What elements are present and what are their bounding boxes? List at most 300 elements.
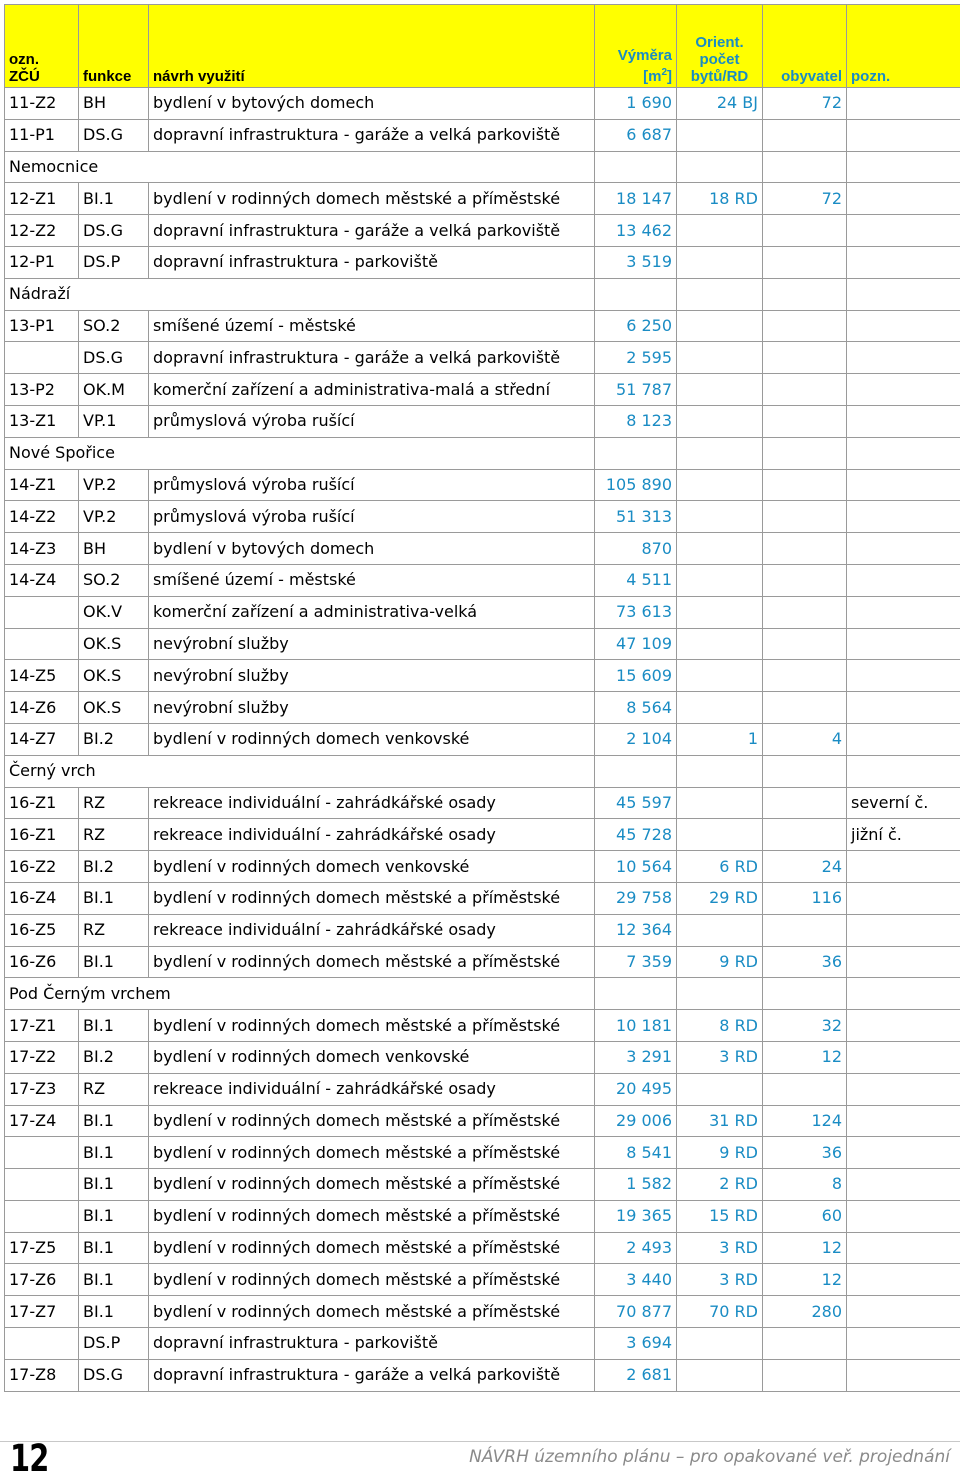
cell-pocet xyxy=(677,215,763,247)
cell-pocet xyxy=(677,564,763,596)
cell-vymera: 1 582 xyxy=(595,1169,677,1201)
cell-vymera: 2 681 xyxy=(595,1359,677,1391)
cell-pocet: 2 RD xyxy=(677,1169,763,1201)
cell-funkce: BI.1 xyxy=(79,882,149,914)
cell-pocet: 24 BJ xyxy=(677,88,763,120)
table-row xyxy=(5,1137,960,1169)
table-row xyxy=(5,914,960,946)
table-row xyxy=(5,1073,960,1105)
cell-funkce: BI.1 xyxy=(79,1010,149,1042)
cell-vymera: 29 006 xyxy=(595,1105,677,1137)
page-number: 12 xyxy=(10,1437,49,1480)
table-row xyxy=(5,564,960,596)
empty-cell xyxy=(847,755,960,787)
cell-funkce: BI.2 xyxy=(79,723,149,755)
cell-pozn xyxy=(847,533,960,565)
cell-pocet xyxy=(677,405,763,437)
cell-funkce: OK.V xyxy=(79,596,149,628)
empty-cell xyxy=(763,437,847,469)
table-row xyxy=(5,851,960,883)
cell-obyvatel: 12 xyxy=(763,1232,847,1264)
cell-ozn: 16-Z2 xyxy=(5,851,79,883)
cell-pocet xyxy=(677,628,763,660)
cell-navrh: bydlení v rodinných domech městské a příměstské xyxy=(149,1296,595,1328)
cell-pozn xyxy=(847,342,960,374)
cell-obyvatel xyxy=(763,405,847,437)
cell-vymera: 3 291 xyxy=(595,1041,677,1073)
cell-funkce: OK.S xyxy=(79,660,149,692)
cell-pozn xyxy=(847,628,960,660)
cell-funkce: VP.2 xyxy=(79,469,149,501)
cell-vymera: 73 613 xyxy=(595,596,677,628)
cell-funkce: RZ xyxy=(79,787,149,819)
cell-vymera: 12 364 xyxy=(595,914,677,946)
empty-cell xyxy=(677,151,763,183)
cell-pocet: 18 RD xyxy=(677,183,763,215)
cell-navrh: dopravní infrastruktura - parkoviště xyxy=(149,1328,595,1360)
cell-ozn: 12-P1 xyxy=(5,246,79,278)
empty-cell xyxy=(677,978,763,1010)
cell-navrh: dopravní infrastruktura - garáže a velká parkoviště xyxy=(149,1359,595,1391)
cell-vymera: 51 787 xyxy=(595,374,677,406)
cell-ozn: 17-Z3 xyxy=(5,1073,79,1105)
cell-navrh: bydlení v rodinných domech městské a příměstské xyxy=(149,882,595,914)
section-title: Nové Spořice xyxy=(5,437,595,469)
cell-navrh: bydlení v rodinných domech městské a příměstské xyxy=(149,1200,595,1232)
table-row xyxy=(5,533,960,565)
cell-pozn xyxy=(847,215,960,247)
cell-pozn: jižní č. xyxy=(847,819,960,851)
empty-cell xyxy=(847,437,960,469)
cell-pozn xyxy=(847,405,960,437)
cell-funkce: DS.G xyxy=(79,215,149,247)
cell-navrh: bydlení v rodinných domech městské a příměstské xyxy=(149,1010,595,1042)
cell-navrh: bydlení v rodinných domech městské a příměstské xyxy=(149,1264,595,1296)
cell-navrh: dopravní infrastruktura - garáže a velká parkoviště xyxy=(149,215,595,247)
cell-navrh: rekreace individuální - zahrádkářské osady xyxy=(149,914,595,946)
cell-pozn xyxy=(847,1264,960,1296)
cell-obyvatel: 12 xyxy=(763,1041,847,1073)
empty-cell xyxy=(763,978,847,1010)
empty-cell xyxy=(847,978,960,1010)
cell-navrh: bydlení v rodinných domech městské a příměstské xyxy=(149,946,595,978)
cell-ozn: 17-Z7 xyxy=(5,1296,79,1328)
cell-funkce: RZ xyxy=(79,914,149,946)
cell-funkce: BI.1 xyxy=(79,1137,149,1169)
cell-pocet xyxy=(677,1328,763,1360)
cell-vymera: 45 597 xyxy=(595,787,677,819)
table-row xyxy=(5,660,960,692)
cell-pozn: severní č. xyxy=(847,787,960,819)
land-use-table xyxy=(4,4,960,1392)
cell-pozn xyxy=(847,374,960,406)
table-row xyxy=(5,342,960,374)
cell-ozn: 12-Z1 xyxy=(5,183,79,215)
cell-navrh: smíšené území - městské xyxy=(149,564,595,596)
cell-ozn: 16-Z5 xyxy=(5,914,79,946)
cell-navrh: průmyslová výroba rušící xyxy=(149,405,595,437)
empty-cell xyxy=(595,278,677,310)
cell-funkce: BI.2 xyxy=(79,1041,149,1073)
cell-navrh: bydlení v rodinných domech městské a příměstské xyxy=(149,1105,595,1137)
cell-pocet: 9 RD xyxy=(677,946,763,978)
cell-pocet: 70 RD xyxy=(677,1296,763,1328)
cell-pocet xyxy=(677,692,763,724)
cell-obyvatel: 280 xyxy=(763,1296,847,1328)
cell-pozn xyxy=(847,246,960,278)
header-pozn: pozn. xyxy=(847,5,960,88)
cell-obyvatel xyxy=(763,374,847,406)
cell-pocet: 8 RD xyxy=(677,1010,763,1042)
cell-pocet: 3 RD xyxy=(677,1264,763,1296)
cell-vymera: 2 595 xyxy=(595,342,677,374)
cell-pocet: 3 RD xyxy=(677,1041,763,1073)
cell-pozn xyxy=(847,692,960,724)
cell-pozn xyxy=(847,851,960,883)
cell-pozn xyxy=(847,119,960,151)
cell-obyvatel: 4 xyxy=(763,723,847,755)
empty-cell xyxy=(847,151,960,183)
cell-vymera: 10 181 xyxy=(595,1010,677,1042)
cell-obyvatel xyxy=(763,914,847,946)
cell-pocet xyxy=(677,310,763,342)
cell-pozn xyxy=(847,1200,960,1232)
table-row xyxy=(5,628,960,660)
cell-ozn xyxy=(5,342,79,374)
cell-obyvatel xyxy=(763,469,847,501)
table-row xyxy=(5,1169,960,1201)
cell-vymera: 7 359 xyxy=(595,946,677,978)
cell-obyvatel xyxy=(763,692,847,724)
cell-funkce: DS.P xyxy=(79,246,149,278)
cell-vymera: 10 564 xyxy=(595,851,677,883)
table-row xyxy=(5,119,960,151)
cell-vymera: 870 xyxy=(595,533,677,565)
cell-ozn: 17-Z6 xyxy=(5,1264,79,1296)
section-title: Pod Černým vrchem xyxy=(5,978,595,1010)
cell-vymera: 29 758 xyxy=(595,882,677,914)
cell-vymera: 8 541 xyxy=(595,1137,677,1169)
cell-ozn xyxy=(5,1137,79,1169)
section-row xyxy=(5,755,960,787)
cell-ozn: 16-Z1 xyxy=(5,819,79,851)
cell-ozn xyxy=(5,596,79,628)
cell-funkce: SO.2 xyxy=(79,310,149,342)
cell-pozn xyxy=(847,310,960,342)
cell-ozn: 17-Z2 xyxy=(5,1041,79,1073)
cell-funkce: BI.1 xyxy=(79,1232,149,1264)
cell-vymera: 47 109 xyxy=(595,628,677,660)
cell-vymera: 1 690 xyxy=(595,88,677,120)
empty-cell xyxy=(763,755,847,787)
cell-navrh: nevýrobní služby xyxy=(149,628,595,660)
cell-funkce: OK.S xyxy=(79,628,149,660)
cell-ozn xyxy=(5,628,79,660)
table-row xyxy=(5,405,960,437)
cell-vymera: 6 250 xyxy=(595,310,677,342)
table-row xyxy=(5,246,960,278)
cell-pocet xyxy=(677,374,763,406)
footer-divider xyxy=(0,1441,960,1442)
table-row xyxy=(5,596,960,628)
table-row xyxy=(5,469,960,501)
cell-navrh: nevýrobní služby xyxy=(149,660,595,692)
cell-obyvatel xyxy=(763,342,847,374)
cell-navrh: průmyslová výroba rušící xyxy=(149,469,595,501)
cell-obyvatel: 36 xyxy=(763,946,847,978)
empty-cell xyxy=(677,278,763,310)
section-title: Nemocnice xyxy=(5,151,595,183)
cell-obyvatel xyxy=(763,787,847,819)
cell-pozn xyxy=(847,469,960,501)
cell-navrh: bydlení v rodinných domech městské a příměstské xyxy=(149,1232,595,1264)
cell-ozn: 16-Z1 xyxy=(5,787,79,819)
cell-ozn: 17-Z8 xyxy=(5,1359,79,1391)
header-orient-pocet: Orient. počet bytů/RD xyxy=(677,5,763,88)
header-obyvatel: obyvatel xyxy=(763,5,847,88)
cell-vymera: 20 495 xyxy=(595,1073,677,1105)
cell-pozn xyxy=(847,1296,960,1328)
cell-vymera: 13 462 xyxy=(595,215,677,247)
table-header-row xyxy=(5,5,960,88)
cell-ozn: 12-Z2 xyxy=(5,215,79,247)
cell-ozn: 14-Z3 xyxy=(5,533,79,565)
cell-ozn: 13-P1 xyxy=(5,310,79,342)
cell-pocet: 1 xyxy=(677,723,763,755)
section-row xyxy=(5,278,960,310)
table-row xyxy=(5,215,960,247)
cell-pocet: 3 RD xyxy=(677,1232,763,1264)
table-body xyxy=(5,88,960,1392)
table-row xyxy=(5,1264,960,1296)
cell-ozn xyxy=(5,1328,79,1360)
cell-vymera: 2 493 xyxy=(595,1232,677,1264)
cell-obyvatel xyxy=(763,533,847,565)
cell-pozn xyxy=(847,946,960,978)
cell-pozn xyxy=(847,914,960,946)
cell-obyvatel xyxy=(763,501,847,533)
cell-obyvatel: 116 xyxy=(763,882,847,914)
table-row xyxy=(5,692,960,724)
table-row xyxy=(5,1296,960,1328)
empty-cell xyxy=(847,278,960,310)
cell-navrh: nevýrobní služby xyxy=(149,692,595,724)
footer-title: NÁVRH územního plánu – pro opakované veř. projednání xyxy=(469,1447,950,1467)
cell-funkce: SO.2 xyxy=(79,564,149,596)
table-row xyxy=(5,882,960,914)
table-row xyxy=(5,787,960,819)
cell-obyvatel: 12 xyxy=(763,1264,847,1296)
cell-navrh: smíšené území - městské xyxy=(149,310,595,342)
cell-navrh: dopravní infrastruktura - parkoviště xyxy=(149,246,595,278)
cell-funkce: BH xyxy=(79,88,149,120)
cell-vymera: 3 519 xyxy=(595,246,677,278)
table-row xyxy=(5,723,960,755)
cell-funkce: VP.2 xyxy=(79,501,149,533)
empty-cell xyxy=(677,437,763,469)
table-row xyxy=(5,1010,960,1042)
cell-pocet: 15 RD xyxy=(677,1200,763,1232)
header-ozn-zcu: ozn. ZČÚ xyxy=(5,5,79,88)
cell-obyvatel xyxy=(763,215,847,247)
cell-ozn: 11-P1 xyxy=(5,119,79,151)
cell-pocet xyxy=(677,660,763,692)
empty-cell xyxy=(595,755,677,787)
cell-navrh: komerční zařízení a administrativa-malá a střední xyxy=(149,374,595,406)
cell-pozn xyxy=(847,1073,960,1105)
cell-funkce: RZ xyxy=(79,1073,149,1105)
cell-pocet: 29 RD xyxy=(677,882,763,914)
header-funkce: funkce xyxy=(79,5,149,88)
empty-cell xyxy=(595,978,677,1010)
cell-pocet xyxy=(677,469,763,501)
cell-pozn xyxy=(847,1232,960,1264)
cell-ozn: 17-Z4 xyxy=(5,1105,79,1137)
cell-vymera: 6 687 xyxy=(595,119,677,151)
cell-funkce: RZ xyxy=(79,819,149,851)
table-row xyxy=(5,501,960,533)
cell-pozn xyxy=(847,1041,960,1073)
table-row xyxy=(5,819,960,851)
cell-obyvatel xyxy=(763,119,847,151)
cell-pocet: 9 RD xyxy=(677,1137,763,1169)
cell-ozn: 14-Z4 xyxy=(5,564,79,596)
empty-cell xyxy=(763,278,847,310)
cell-funkce: DS.G xyxy=(79,119,149,151)
cell-ozn xyxy=(5,1169,79,1201)
section-title: Nádraží xyxy=(5,278,595,310)
cell-navrh: bydlení v rodinných domech městské a příměstské xyxy=(149,1137,595,1169)
cell-ozn: 14-Z1 xyxy=(5,469,79,501)
cell-navrh: rekreace individuální - zahrádkářské osady xyxy=(149,819,595,851)
cell-navrh: bydlení v bytových domech xyxy=(149,533,595,565)
cell-funkce: DS.G xyxy=(79,1359,149,1391)
cell-pocet xyxy=(677,914,763,946)
section-title: Černý vrch xyxy=(5,755,595,787)
cell-ozn: 11-Z2 xyxy=(5,88,79,120)
cell-funkce: BI.1 xyxy=(79,183,149,215)
cell-pocet xyxy=(677,533,763,565)
cell-vymera: 70 877 xyxy=(595,1296,677,1328)
cell-funkce: DS.P xyxy=(79,1328,149,1360)
table-row xyxy=(5,946,960,978)
empty-cell xyxy=(677,755,763,787)
cell-pocet xyxy=(677,501,763,533)
cell-obyvatel xyxy=(763,310,847,342)
cell-pocet xyxy=(677,819,763,851)
cell-ozn: 17-Z5 xyxy=(5,1232,79,1264)
cell-funkce: BI.1 xyxy=(79,1169,149,1201)
cell-vymera: 8 564 xyxy=(595,692,677,724)
cell-ozn: 14-Z2 xyxy=(5,501,79,533)
cell-funkce: BI.1 xyxy=(79,1264,149,1296)
cell-navrh: rekreace individuální - zahrádkářské osady xyxy=(149,1073,595,1105)
cell-pozn xyxy=(847,723,960,755)
empty-cell xyxy=(595,437,677,469)
cell-vymera: 8 123 xyxy=(595,405,677,437)
header-navrh-vyuziti: návrh využití xyxy=(149,5,595,88)
cell-pozn xyxy=(847,1105,960,1137)
cell-obyvatel xyxy=(763,1328,847,1360)
cell-ozn: 13-Z1 xyxy=(5,405,79,437)
cell-ozn: 16-Z6 xyxy=(5,946,79,978)
table-row xyxy=(5,183,960,215)
cell-pocet xyxy=(677,787,763,819)
cell-vymera: 18 147 xyxy=(595,183,677,215)
cell-pozn xyxy=(847,1169,960,1201)
cell-pozn xyxy=(847,501,960,533)
section-row xyxy=(5,978,960,1010)
cell-pozn xyxy=(847,88,960,120)
cell-obyvatel: 124 xyxy=(763,1105,847,1137)
cell-obyvatel xyxy=(763,628,847,660)
cell-navrh: průmyslová výroba rušící xyxy=(149,501,595,533)
cell-obyvatel xyxy=(763,660,847,692)
cell-obyvatel xyxy=(763,596,847,628)
cell-navrh: bydlení v rodinných domech městské a příměstské xyxy=(149,183,595,215)
cell-funkce: BI.1 xyxy=(79,1296,149,1328)
cell-pocet xyxy=(677,119,763,151)
cell-obyvatel: 8 xyxy=(763,1169,847,1201)
cell-pocet: 6 RD xyxy=(677,851,763,883)
cell-ozn: 14-Z7 xyxy=(5,723,79,755)
cell-navrh: bydlení v rodinných domech venkovské xyxy=(149,851,595,883)
table-row xyxy=(5,1359,960,1391)
cell-pocet xyxy=(677,1073,763,1105)
cell-ozn: 17-Z1 xyxy=(5,1010,79,1042)
header-vymera: Výměra $[m^2]$ xyxy=(595,5,677,88)
cell-ozn: 14-Z6 xyxy=(5,692,79,724)
cell-funkce: BI.1 xyxy=(79,1105,149,1137)
cell-obyvatel: 36 xyxy=(763,1137,847,1169)
cell-pocet xyxy=(677,1359,763,1391)
cell-pozn xyxy=(847,596,960,628)
cell-pozn xyxy=(847,1359,960,1391)
cell-funkce: VP.1 xyxy=(79,405,149,437)
cell-pozn xyxy=(847,1137,960,1169)
cell-navrh: dopravní infrastruktura - garáže a velká parkoviště xyxy=(149,119,595,151)
cell-obyvatel: 32 xyxy=(763,1010,847,1042)
cell-obyvatel xyxy=(763,1359,847,1391)
table-row xyxy=(5,374,960,406)
cell-vymera: 3 440 xyxy=(595,1264,677,1296)
table-row xyxy=(5,1328,960,1360)
cell-obyvatel: 24 xyxy=(763,851,847,883)
cell-vymera: 51 313 xyxy=(595,501,677,533)
cell-pozn xyxy=(847,183,960,215)
table-row xyxy=(5,1041,960,1073)
cell-obyvatel xyxy=(763,564,847,596)
section-row xyxy=(5,437,960,469)
cell-obyvatel xyxy=(763,819,847,851)
cell-navrh: dopravní infrastruktura - garáže a velká parkoviště xyxy=(149,342,595,374)
cell-funkce: BI.2 xyxy=(79,851,149,883)
cell-pocet xyxy=(677,246,763,278)
cell-funkce: BH xyxy=(79,533,149,565)
cell-navrh: komerční zařízení a administrativa-velká xyxy=(149,596,595,628)
cell-navrh: bydlení v rodinných domech venkovské xyxy=(149,1041,595,1073)
cell-ozn: 14-Z5 xyxy=(5,660,79,692)
table-row xyxy=(5,1105,960,1137)
cell-pozn xyxy=(847,564,960,596)
empty-cell xyxy=(763,151,847,183)
cell-funkce: DS.G xyxy=(79,342,149,374)
cell-vymera: 45 728 xyxy=(595,819,677,851)
empty-cell xyxy=(595,151,677,183)
cell-ozn: 16-Z4 xyxy=(5,882,79,914)
cell-navrh: bydlení v bytových domech xyxy=(149,88,595,120)
cell-obyvatel: 72 xyxy=(763,183,847,215)
